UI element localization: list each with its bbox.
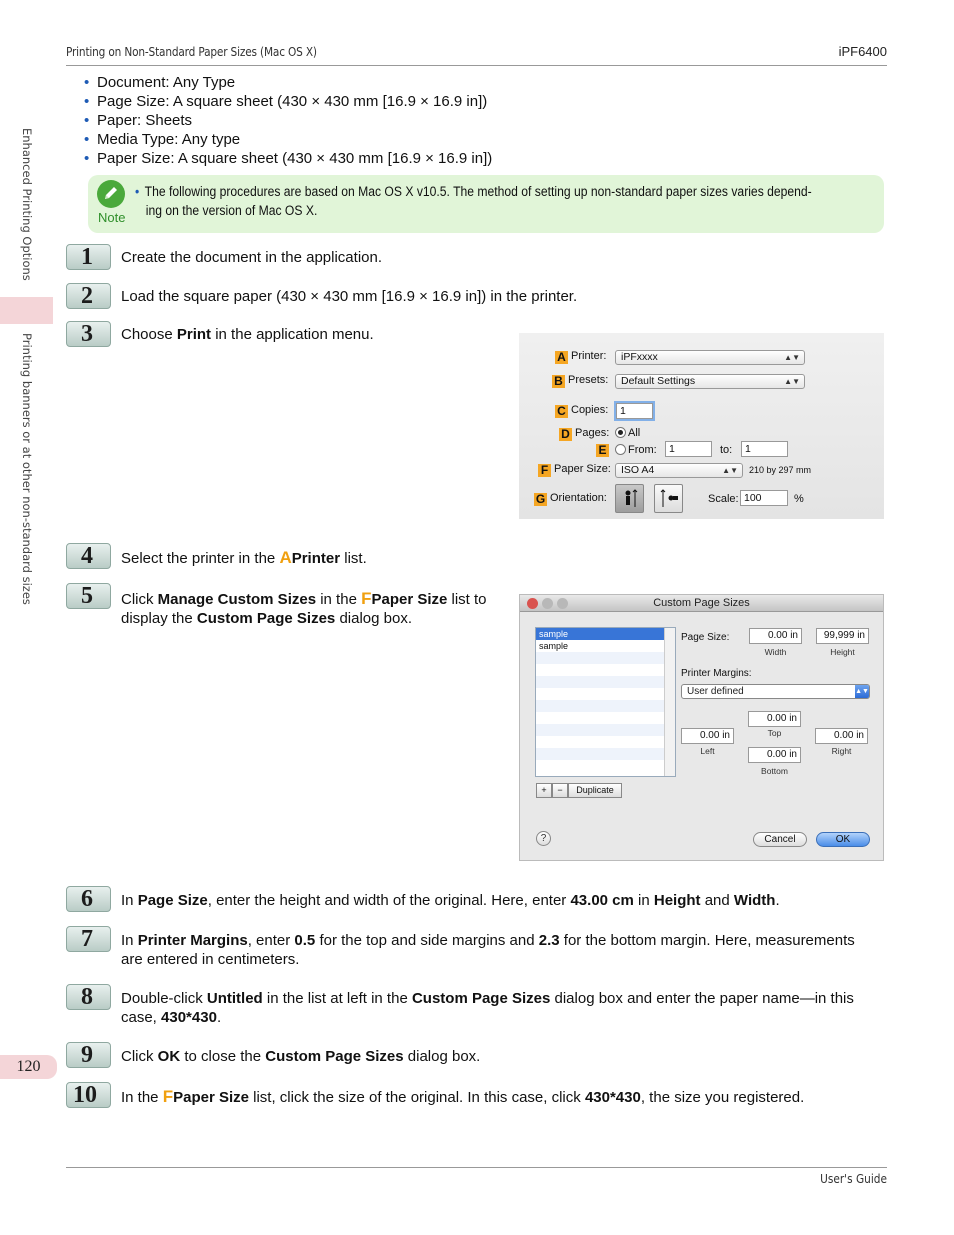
step-number-7: 7 bbox=[66, 926, 111, 952]
step-3-text: Choose Print in the application menu. bbox=[121, 326, 374, 343]
margins-popup[interactable]: User defined ▲▼ bbox=[681, 684, 870, 699]
from-field[interactable]: 1 bbox=[665, 441, 712, 457]
running-header-model: iPF6400 bbox=[838, 44, 887, 59]
custom-page-sizes-dialog-screenshot bbox=[519, 594, 884, 861]
step-number-6: 6 bbox=[66, 886, 111, 912]
landscape-person-icon bbox=[655, 485, 682, 512]
cancel-button[interactable]: Cancel bbox=[753, 832, 807, 847]
orientation-label: G Orientation: bbox=[535, 492, 607, 506]
paper-size-dims: 210 by 297 mm bbox=[749, 465, 812, 475]
step-1-text: Create the document in the application. bbox=[121, 249, 382, 266]
to-field[interactable]: 1 bbox=[741, 441, 788, 457]
step-8-text: Double-click Untitled in the list at left in the Custom Page Sizes dialog box and enter the paper name—in this case, 430*430. bbox=[121, 990, 854, 1026]
scale-field[interactable]: 100 bbox=[740, 490, 788, 506]
duplicate-button[interactable]: Duplicate bbox=[568, 783, 622, 798]
note-label: Note bbox=[98, 210, 126, 225]
portrait-person-icon bbox=[616, 485, 643, 512]
step-2-text: Load the square paper (430 × 430 mm [16.9 × 16.9 in]) in the printer. bbox=[121, 288, 578, 305]
pages-all-radio[interactable]: All bbox=[615, 427, 640, 439]
step-10-text: In the FPaper Size list, click the size of the original. In this case, click 430*430, the size you registered. bbox=[121, 1087, 805, 1106]
height-label: Height bbox=[830, 647, 855, 657]
zoom-window-icon[interactable] bbox=[557, 598, 568, 609]
printer-popup[interactable]: iPFxxxx ▲▼ bbox=[615, 350, 805, 365]
print-dialog-screenshot bbox=[519, 333, 884, 519]
pages-label: D Pages: bbox=[559, 427, 609, 441]
printer-margins-label: Printer Margins: bbox=[681, 668, 752, 679]
bottom-margin-field[interactable]: 0.00 in bbox=[748, 747, 801, 763]
list-item: • Paper: Sheets bbox=[84, 111, 492, 130]
width-label: Width bbox=[764, 647, 787, 657]
footer-guide-name: User's Guide bbox=[820, 1172, 887, 1186]
presets-label: B Presets: bbox=[552, 374, 608, 388]
copies-field[interactable]: 1 bbox=[616, 403, 653, 419]
from-badge: E bbox=[596, 443, 612, 457]
footer-rule bbox=[66, 1167, 887, 1168]
right-margin-field[interactable]: 0.00 in bbox=[815, 728, 868, 744]
list-item: • Paper Size: A square sheet (430 × 430 mm [16.9 × 16.9 in]) bbox=[84, 149, 492, 168]
pages-from-radio[interactable]: From: bbox=[615, 444, 657, 456]
step-number-2: 2 bbox=[66, 283, 111, 309]
to-label: to: bbox=[720, 444, 733, 456]
running-header-title: Printing on Non-Standard Paper Sizes (Mac OS X) bbox=[66, 45, 317, 59]
top-margin-field[interactable]: 0.00 in bbox=[748, 711, 801, 727]
list-item: • Media Type: Any type bbox=[84, 130, 492, 149]
list-item: • Page Size: A square sheet (430 × 430 mm [16.9 × 16.9 in]) bbox=[84, 92, 492, 111]
list-scrollbar[interactable] bbox=[664, 628, 675, 776]
paper-size-list[interactable] bbox=[535, 627, 676, 777]
paper-size-label: F Paper Size: bbox=[538, 463, 611, 477]
portrait-orientation-button[interactable] bbox=[615, 484, 644, 513]
step-5-text: Click Manage Custom Sizes in the FPaper Size list to display the Custom Page Sizes dialog box. bbox=[121, 589, 487, 627]
page-size-label: Page Size: bbox=[681, 632, 730, 643]
remove-size-button[interactable]: − bbox=[552, 783, 568, 798]
bottom-margin-label: Bottom bbox=[761, 766, 788, 776]
side-tab-chapter: Enhanced Printing Options bbox=[20, 128, 34, 281]
scale-label: Scale: bbox=[708, 493, 739, 505]
ok-button[interactable]: OK bbox=[816, 832, 870, 847]
note-text: • The following procedures are based on Mac OS X v10.5. The method of setting up non-standard paper sizes varies depend- ing on the version of Mac OS X. bbox=[135, 184, 812, 218]
pencil-icon bbox=[97, 180, 125, 208]
step-6-text: In Page Size, enter the height and width of the original. Here, enter 43.00 cm in Height and Width. bbox=[121, 892, 780, 909]
dialog-title: Custom Page Sizes bbox=[520, 595, 883, 612]
list-item: • Document: Any Type bbox=[84, 73, 492, 92]
step-9-text: Click OK to close the Custom Page Sizes dialog box. bbox=[121, 1048, 481, 1065]
step-number-10: 10 bbox=[66, 1082, 111, 1108]
height-field[interactable]: 99,999 in bbox=[816, 628, 869, 644]
side-tab-section: Printing banners or at other non-standard sizes bbox=[20, 333, 34, 605]
step-number-9: 9 bbox=[66, 1042, 111, 1068]
step-number-3: 3 bbox=[66, 321, 111, 347]
page-number: 120 bbox=[0, 1055, 57, 1079]
top-margin-label: Top bbox=[767, 728, 782, 738]
help-icon[interactable]: ? bbox=[536, 831, 551, 846]
list-item[interactable]: sample bbox=[536, 628, 675, 640]
presets-popup[interactable]: Default Settings ▲▼ bbox=[615, 374, 805, 389]
list-item[interactable]: sample bbox=[539, 641, 569, 651]
close-window-icon[interactable] bbox=[527, 598, 538, 609]
add-size-button[interactable]: + bbox=[536, 783, 552, 798]
landscape-orientation-button[interactable] bbox=[654, 484, 683, 513]
step-number-1: 1 bbox=[66, 244, 111, 270]
conditions-list bbox=[84, 73, 492, 168]
left-margin-field[interactable]: 0.00 in bbox=[681, 728, 734, 744]
step-number-8: 8 bbox=[66, 984, 111, 1010]
printer-label: A Printer: bbox=[555, 350, 606, 364]
left-margin-label: Left bbox=[700, 746, 715, 756]
step-number-5: 5 bbox=[66, 583, 111, 609]
minimize-window-icon[interactable] bbox=[542, 598, 553, 609]
header-rule bbox=[66, 65, 887, 66]
note-box bbox=[88, 175, 884, 233]
step-4-text: Select the printer in the APrinter list. bbox=[121, 548, 367, 567]
side-tab-highlight bbox=[0, 297, 53, 324]
scale-unit: % bbox=[794, 493, 804, 505]
step-number-4: 4 bbox=[66, 543, 111, 569]
step-7-text: In Printer Margins, enter 0.5 for the top and side margins and 2.3 for the bottom margin. Here, measurements are entered in centimeters. bbox=[121, 932, 855, 968]
copies-label: C Copies: bbox=[555, 404, 608, 418]
width-field[interactable]: 0.00 in bbox=[749, 628, 802, 644]
right-margin-label: Right bbox=[831, 746, 852, 756]
paper-size-popup[interactable]: ISO A4 ▲▼ bbox=[615, 463, 743, 478]
